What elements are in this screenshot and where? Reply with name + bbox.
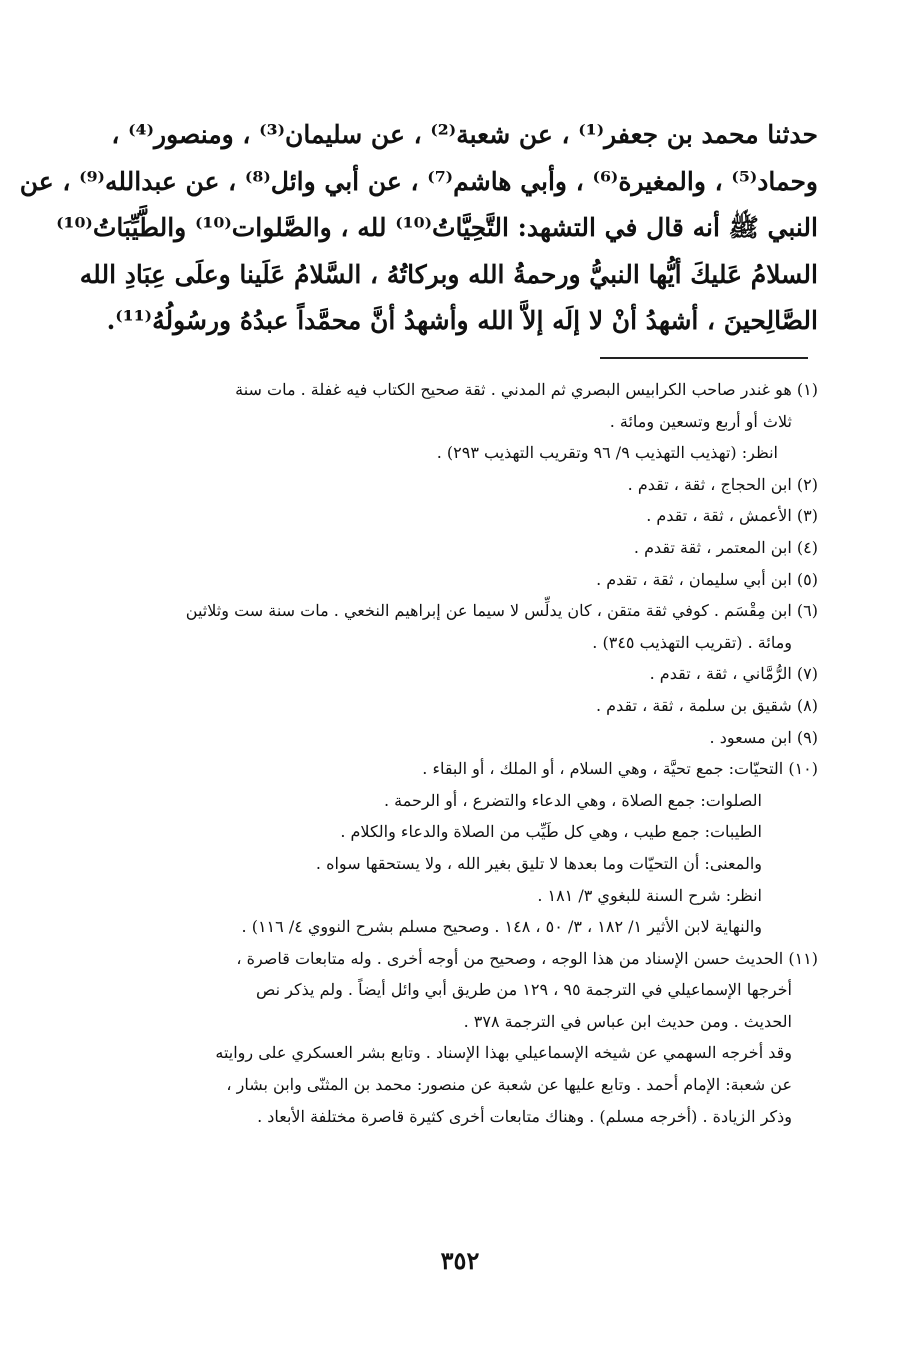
footnote-line: (٧) الرُّمَّاني ، ثقة ، تقدم .: [649, 664, 818, 684]
footnote-line: (٥) ابن أبي سليمان ، ثقة ، تقدم .: [596, 569, 818, 589]
hadith-line: السلامُ عَليكَ أيُّها النبيُّ ورحمةُ الله وبركاتُهُ ، السَّلامُ عَلَينا وعلَى عِبَادِ الله: [79, 259, 818, 289]
footnote-line: الطيبات: جمع طيب ، وهي كل طَيِّب من الصلاة والدعاء والكلام .: [340, 822, 762, 842]
footnotes-section: [108, 374, 818, 1132]
hadith-line: النبي ﷺ أنه قال في التشهد: التَّحِيَّاتُ⁽¹⁰⁾ لله ، والصَّلوات⁽¹⁰⁾ والطَّيِّبَاتُ⁽¹⁰⁾: [56, 213, 818, 242]
footnote-line: (١١) الحديث حسن الإسناد من هذا الوجه ، وصحيح من أوجه أخرى . وله متابعات قاصرة ،: [236, 948, 818, 968]
footnote-line: (١) هو غندر صاحب الكرابيس البصري ثم المدني . ثقة صحيح الكتاب فيه غفلة . مات سنة: [235, 380, 818, 399]
footnote-line: أخرجها الإسماعيلي في الترجمة ٩٥ ، ١٢٩ من طريق أبي وائل أيضاً . ولم يذكر نص: [256, 980, 792, 1000]
footnote-line: انظر: شرح السنة للبغوي ٣/ ١٨١ .: [537, 885, 762, 905]
footnote-line: وقد أخرجه السهمي عن شيخه الإسماعيلي بهذا الإسناد . وتابع بشر العسكري على روايته: [215, 1043, 792, 1063]
footnote-line: (٤) ابن المعتمر ، ثقة تقدم .: [633, 537, 818, 557]
footnote-line: (٣) الأعمش ، ثقة ، تقدم .: [646, 506, 818, 526]
footnote-line: (١٠) التحيّات: جمع تحيَّة ، وهي السلام ، أو الملك ، أو البقاء .: [422, 759, 818, 779]
footnote-line: (٨) شقيق بن سلمة ، ثقة ، تقدم .: [596, 695, 818, 715]
footnote-separator: [600, 357, 808, 359]
footnote-line: الصلوات: جمع الصلاة ، وهي الدعاء والتضرع ، أو الرحمة .: [383, 790, 762, 810]
footnote-line: (٢) ابن الحجاج ، ثقة ، تقدم .: [627, 474, 818, 494]
footnote-line: ومائة . (تقريب التهذيب ٣٤٥) .: [592, 632, 792, 652]
footnote-line: (٦) ابن مِقْسَم . كوفي ثقة متقن ، كان يدلِّس لا سيما عن إبراهيم النخعي . مات سنة ست وثلاثين: [185, 601, 818, 621]
hadith-line: حدثنا محمد بن جعفر⁽¹⁾ ، عن شعبة⁽²⁾ ، عن سليمان⁽³⁾ ، ومنصور⁽⁴⁾ ،: [111, 120, 818, 149]
hadith-line: وحماد⁽⁵⁾ ، والمغيرة⁽⁶⁾ ، وأبي هاشم⁽⁷⁾ ، عن أبي وائل⁽⁸⁾ ، عن عبدالله⁽⁹⁾ ، عن: [19, 166, 818, 196]
footnote-line: ثلاث أو أربع وتسعين ومائة .: [609, 411, 792, 431]
footnote-line: والنهاية لابن الأثير ١/ ١٨٢ ، ٣/ ٥٠ ، ١٤٨ . وصحيح مسلم بشرح النووي ٤/ ١١٦) .: [241, 917, 762, 937]
footnote-line: انظر: (تهذيب التهذيب ٩/ ٩٦ وتقريب التهذيب ٢٩٣) .: [436, 443, 778, 463]
hadith-text: [19, 112, 818, 345]
footnote-line: الحديث . ومن حديث ابن عباس في الترجمة ٣٧٨ .: [463, 1011, 792, 1031]
footnote-line: عن شعبة: الإمام أحمد . وتابع عليها عن شعبة عن منصور: محمد بن المثنّى وابن بشار ،: [226, 1075, 792, 1095]
footnote-line: وذكر الزيادة . (أخرجه مسلم) . وهناك متابعات أخرى كثيرة قاصرة مختلفة الأبعاد .: [257, 1106, 792, 1126]
page-number: ٣٥٢: [440, 1246, 480, 1275]
footnote-line: والمعنى: أن التحيّات وما بعدها لا تليق بغير الله ، ولا يستحقها سواه .: [315, 853, 762, 873]
hadith-line: الصَّالِحينَ ، أشهدُ أنْ لا إلَه إلاَّ الله وأشهدُ أنَّ محمَّداً عبدُهُ ورسُولُهُ⁽¹¹⁾.: [106, 306, 818, 335]
footnote-line: (٩) ابن مسعود .: [709, 727, 818, 747]
